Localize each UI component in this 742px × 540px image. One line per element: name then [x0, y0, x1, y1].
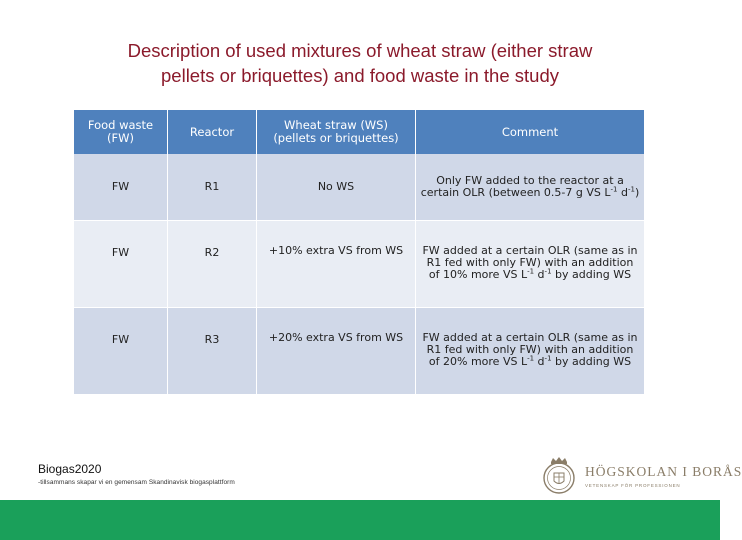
cell-food-waste: FW [74, 308, 168, 395]
comment-text: ) [634, 186, 640, 199]
cell-food-waste: FW [74, 221, 168, 308]
cell-comment [416, 308, 644, 395]
header-reactor: Reactor [168, 110, 257, 154]
slide-title-line-1: Description of used mixtures of wheat straw (either straw [127, 40, 593, 61]
header-comment: Comment [416, 110, 644, 154]
cell-wheat-straw: No WS [257, 154, 416, 221]
footer-brand: Biogas2020 [38, 462, 102, 476]
university-logo [540, 456, 742, 498]
comment-superscript: -1 [627, 185, 635, 194]
comment-text: d [617, 186, 628, 199]
cell-comment [416, 221, 644, 308]
cell-reactor: R3 [168, 308, 257, 395]
comment-text: d [534, 268, 545, 281]
cell-wheat-straw: +20% extra VS from WS [257, 308, 416, 395]
logo-name: HÖGSKOLAN I BORÅS [585, 464, 742, 479]
cell-wheat-straw: +10% extra VS from WS [257, 221, 416, 308]
table-row [74, 154, 644, 221]
logo-subtitle: VETENSKAP FÖR PROFESSIONEN [585, 483, 681, 488]
comment-text: by adding WS [551, 268, 632, 281]
comment-superscript: -1 [527, 267, 535, 276]
table-row [74, 221, 644, 308]
header-wheat-straw: Wheat straw (WS) (pellets or briquettes) [257, 110, 416, 154]
slide-title-line-2: pellets or briquettes) and food waste in the study [161, 65, 559, 86]
comment-text: Only FW added to the reactor at a certain OLR (between 0.5-7 g VS L [420, 174, 624, 199]
table-row [74, 308, 644, 395]
comment-text: by adding WS [551, 355, 632, 368]
comment-text: d [534, 355, 545, 368]
comment-superscript: -1 [610, 185, 618, 194]
cell-comment [416, 154, 644, 221]
bottom-bar [0, 500, 720, 540]
crown-seal-icon [540, 456, 578, 496]
comment-superscript: -1 [544, 267, 552, 276]
cell-reactor: R1 [168, 154, 257, 221]
comment-superscript: -1 [527, 354, 535, 363]
header-food-waste: Food waste (FW) [74, 110, 168, 154]
mixtures-table [74, 110, 644, 395]
comment-superscript: -1 [544, 354, 552, 363]
table-header-row [74, 110, 644, 154]
comment-text: FW added at a certain OLR (same as in R1 fed with only FW) with an addition of 10% more VS L [422, 244, 638, 281]
slide-title [60, 38, 660, 88]
cell-reactor: R2 [168, 221, 257, 308]
cell-food-waste: FW [74, 154, 168, 221]
comment-text: FW added at a certain OLR (same as in R1 fed with only FW) with an addition of 20% more VS L [422, 331, 638, 368]
footer-tagline: -tillsammans skapar vi en gemensam Skandinavisk biogasplattform [38, 479, 235, 486]
